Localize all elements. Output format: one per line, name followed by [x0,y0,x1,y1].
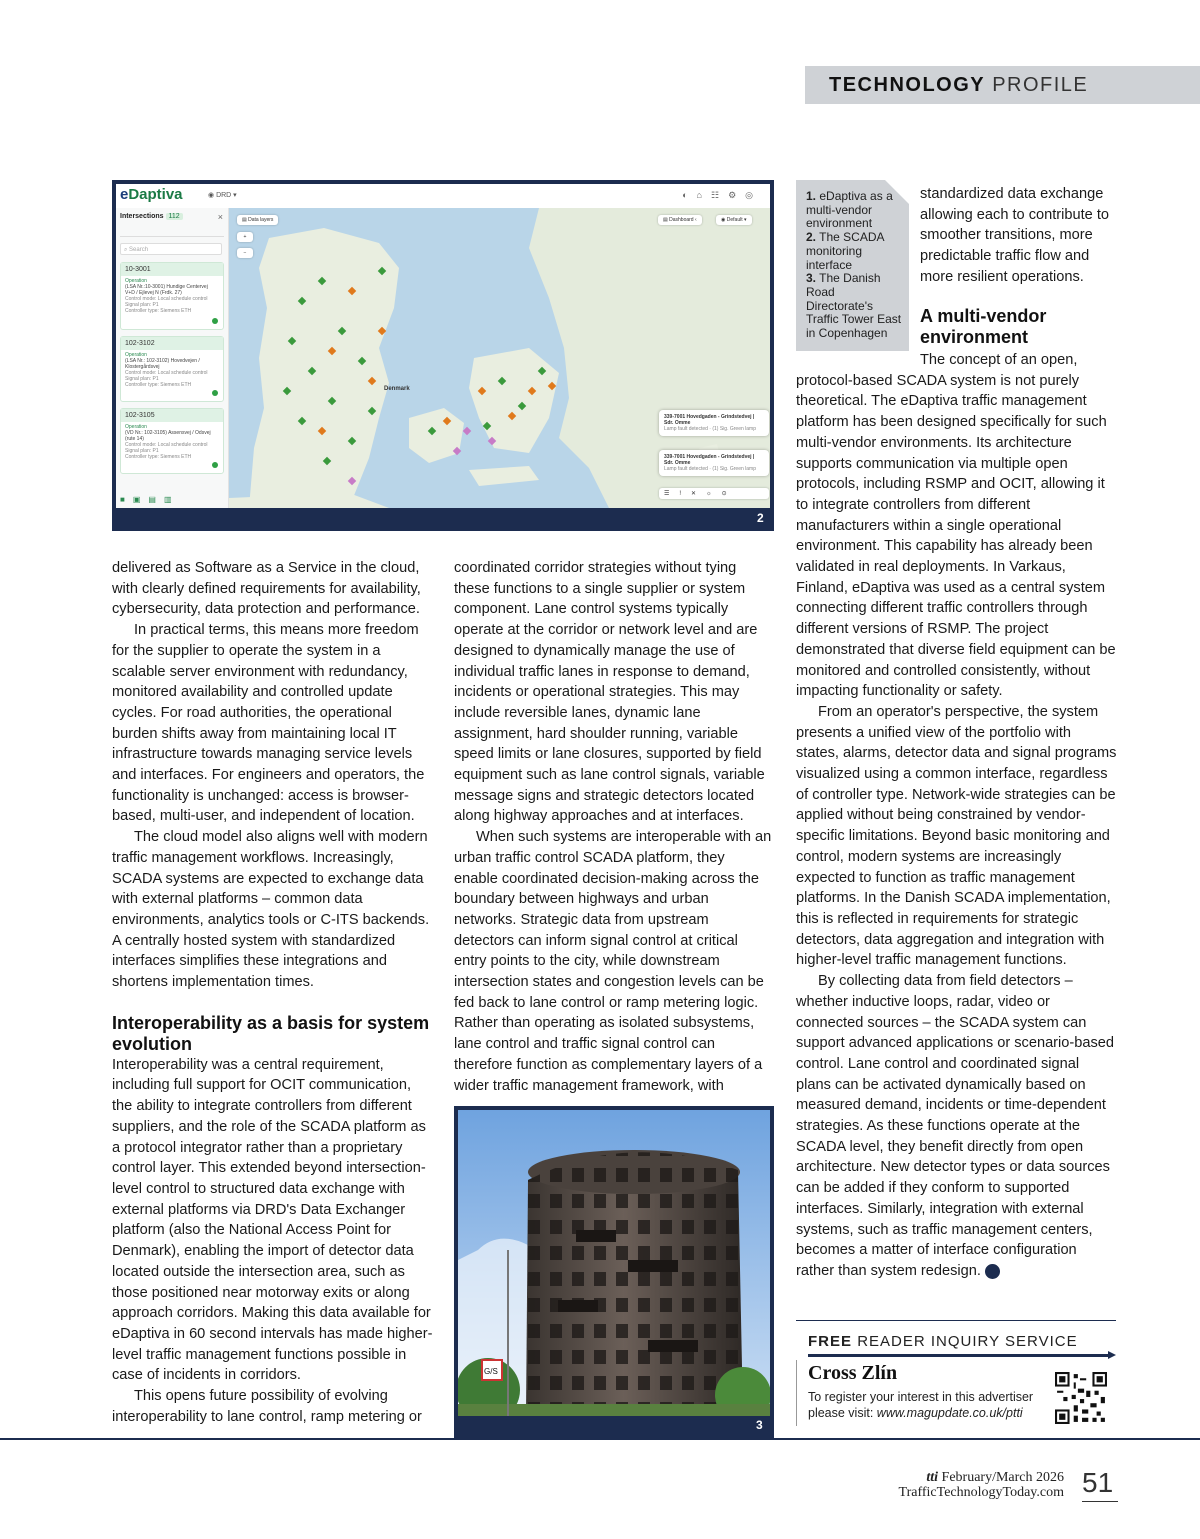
close-icon: × [217,212,223,222]
paragraph: From an operator's perspective, the system presents a unified view of the portfolio with states, alarms, detector data and signal programs visualized using a common interface, regardless of controller type. Network-wide strategies can be applied without being constrained by vendor-specific limitations. Beyond basic monitoring and control, modern systems are increasingly expected to function as traffic management platforms. In the Danish SCADA implementation, this is reflected in requirements for strategic detectors, data aggregation and integration with higher-level traffic management functions. [796,703,1117,969]
article-end-icon: ✕ [985,1264,1000,1279]
search-input: ⌕ Search [120,243,222,255]
zoom-out-icon: − [237,248,253,258]
paragraph: This opens future possibility of evolving interoperability to lane control, ramp metering or [112,1388,422,1425]
app-logo: eDaptiva [120,186,183,203]
paragraph: The concept of an open, protocol-based SCADA system is not purely theoretical. The eDaptiva traffic management platform has been designed specifically for such multi-vendor environments. Its architecture supports communication via multiple open protocols, including RSMP and OCIT, allowing it to integrate controllers from different manufacturers within a single operational environment. This capability has already been validated in real deployments. In Varkaus, Finland, eDaptiva was used as a central system connecting different traffic controllers through different versions of RSMP. The project demonstrated that diverse field equipment can be monitored and controlled consistently, without impacting functionality or safety. [796,352,1116,700]
page-number: 51 [1082,1467,1114,1498]
figure-2 [112,180,774,531]
section-header [805,66,1200,104]
caption-item: 1. eDaptiva as a multi-vendor environment [806,189,893,231]
paragraph: By collecting data from field detectors – whether inductive loops, radar, video or connected sources – the SCADA system can support advanced applications or scenario-based control. Lane control and coordinated signal plans can be activated dynamically based on measured demand, incidents or time-dependent strategies. As these functions operate at the SCADA level, they benefit directly from open architecture. New detector types or data sources can be added if they conform to supported interfaces. Similarly, integration with external systems, such as traffic management centers, becomes a matter of interface configuration rather than system redesign. ✕ [796,973,1115,1279]
section-label-bold: TECHNOLOGY [829,74,986,96]
app-topbar [116,184,770,209]
figure-number: 2 [757,511,764,525]
text-column-3-top [920,184,1120,348]
section-label-light: PROFILE [992,74,1089,96]
inquiry-info: To register your interest in this advertiser please visit: www.magupdate.co.uk/ptti [808,1390,1034,1420]
issue-date: February/March 2026 [941,1470,1064,1485]
footer-rule [0,1438,1200,1440]
paragraph: Interoperability was a central requirement, including full support for OCIT communication, the ability to integrate controllers from different suppliers, and the role of the SCADA platform as a protocol integrator rather than a proprietary control layer. This extended beyond intersection-level control to structured data exchange with external platforms via DRD's Data Exchanger platform (also the National Access Point for Denmark), enabling the import of detector data located outside the intersection area, such as those positioned near motorway exits or along approach corridors. Making this data available for eDaptiva in 60 second intervals has made higher-level traffic management functions possible in case of incidents in corridors. [112,1056,433,1384]
status-dot [212,390,218,396]
section-heading: Interoperability as a basis for system evolution [112,1012,430,1054]
caption-item: 3. The Danish Road Directorate's Traffic Tower East in Copenhagen [806,271,902,341]
sidebar-bottom-icons: ■▣▤▥ [120,495,180,504]
qr-code-icon [1055,1372,1107,1424]
caption-item: 2. The SCADA monitoring interface [806,230,884,272]
intersection-card: 10-3001 Operation (LSA Nr.:10-3001) Hundige Centervej V+D / Ejlevej N (Frdk. 27) Control mode: Local schedule control Signal plan: P1 Controller type: Siemens ETH [120,262,224,330]
advertiser-name: Cross Zlín [808,1362,898,1384]
dashboard-button: ▤ Dashboard ‹ [658,215,702,225]
text-column-1 [112,558,434,1427]
magazine-name: tti [926,1470,939,1485]
topbar-icons: ◐⌂☷⚙◎ [682,190,762,200]
inquiry-title: FREE READER INQUIRY SERVICE [808,1333,1078,1350]
paragraph: coordinated corridor strategies without tying these functions to a single supplier or system component. Lane control systems typically operate at the corridor or network level and are designed to dynamically manage the use of individual traffic lanes in response to demand, incidents or operational strategies. This may include reversible lanes, dynamic lane assignment, hard shoulder running, variable speed limits or lane closures, supported by field equipment such as lane control signals, variable message signs and strategic detectors located along highway approaches and at interfaces. [454,560,765,825]
figure-3 [454,1106,774,1438]
map-country-label: Denmark [384,386,410,392]
sidebar-count-badge: 112 [166,213,183,220]
status-dot [212,462,218,468]
view-selector: ◉ Default ▾ [716,215,752,225]
alarm-popup: 339-7001 Hovedgaden - Grindstedvej | Sdr. Omme Lamp fault detected · (1) Sig. Green lamp [659,450,769,476]
alarm-popup: 339-7001 Hovedgaden - Grindstedvej | Sdr. Omme Lamp fault detected · (1) Sig. Green lamp [659,410,769,436]
map-bottom-toolbar: ☰!✕☼⊙ [659,488,769,499]
paragraph: The cloud model also aligns well with modern traffic management workflows. Increasingly, SCADA systems are expected to exchange data with external platforms – common data environments, analytics tools or C-ITS backends. A centrally hosted system with standardized interfaces simplifies these integrations and shortens implementation times. [112,829,430,991]
data-layers-button: ▤ Data layers [237,215,278,225]
road-sign-text: G/S [484,1367,498,1376]
intersection-card: 102-3102 Operation (LSA Nr.: 102-3102) Hovedvejen / Klostergårdsvej Control mode: Local schedule control Signal plan: P1 Controller type: Siemens ETH [120,336,224,402]
inquiry-url[interactable]: www.magupdate.co.uk/ptti [876,1406,1023,1420]
zoom-in-icon: + [237,232,253,242]
tower-illustration [458,1110,770,1416]
paragraph: standardized data exchange allowing each to contribute to smoother transitions, more predictable traffic flow and more resilient operations. [920,186,1110,285]
sidebar-toolbar [120,228,224,237]
intersection-card: 102-3105 Operation (VD Nr.: 102-3105) Assensvej / Odsvej (rute 14) Control mode: Local schedule control Signal plan: P1 Controller type: Siemens ETH [120,408,224,474]
text-column-3 [796,350,1118,1282]
intersections-sidebar [116,208,229,508]
org-selector: ◉ DRD ▾ [208,192,237,199]
tower-photo [458,1110,770,1416]
reader-inquiry-box [796,1320,1116,1430]
status-dot [212,318,218,324]
paragraph: In practical terms, this means more freedom for the supplier to operate the system in a scalable server environment with redundancy, monitored availability and controlled update cycles. For road authorities, the operational burden shifts away from maintaining local IT infrastructure towards managing service levels and interfaces. For engineers and operators, the functionality is unchanged: access is browser-based, multi-user, and independent of location. [112,622,425,825]
website: TrafficTechnologyToday.com [898,1485,1064,1500]
figure-captions [796,180,909,351]
paragraph: When such systems are interoperable with an urban traffic control SCADA platform, they enable coordinated decision-making across the boundary between highways and urban networks. Strategic data from upstream detectors can inform signal control at critical entry points to the city, while downstream intersection states and congestion levels can be fed back to lane control or ramp metering logic. Rather than operating as isolated subsystems, lane control and traffic signal control can therefore function as complementary layers of a wider traffic management framework, with [454,829,772,1094]
paragraph: delivered as Software as a Service in the cloud, with clearly defined requirements for availability, cybersecurity, data protection and performance. [112,560,421,618]
map-view [229,208,770,508]
text-column-2 [454,558,772,1096]
figure-number: 3 [756,1418,763,1432]
sidebar-title: Intersections 112 [120,213,183,220]
section-heading: A multi-vendor environment [920,305,1047,347]
title-arrow-rule [808,1354,1108,1357]
app-screenshot [116,184,770,508]
page-footer [899,1470,1064,1500]
